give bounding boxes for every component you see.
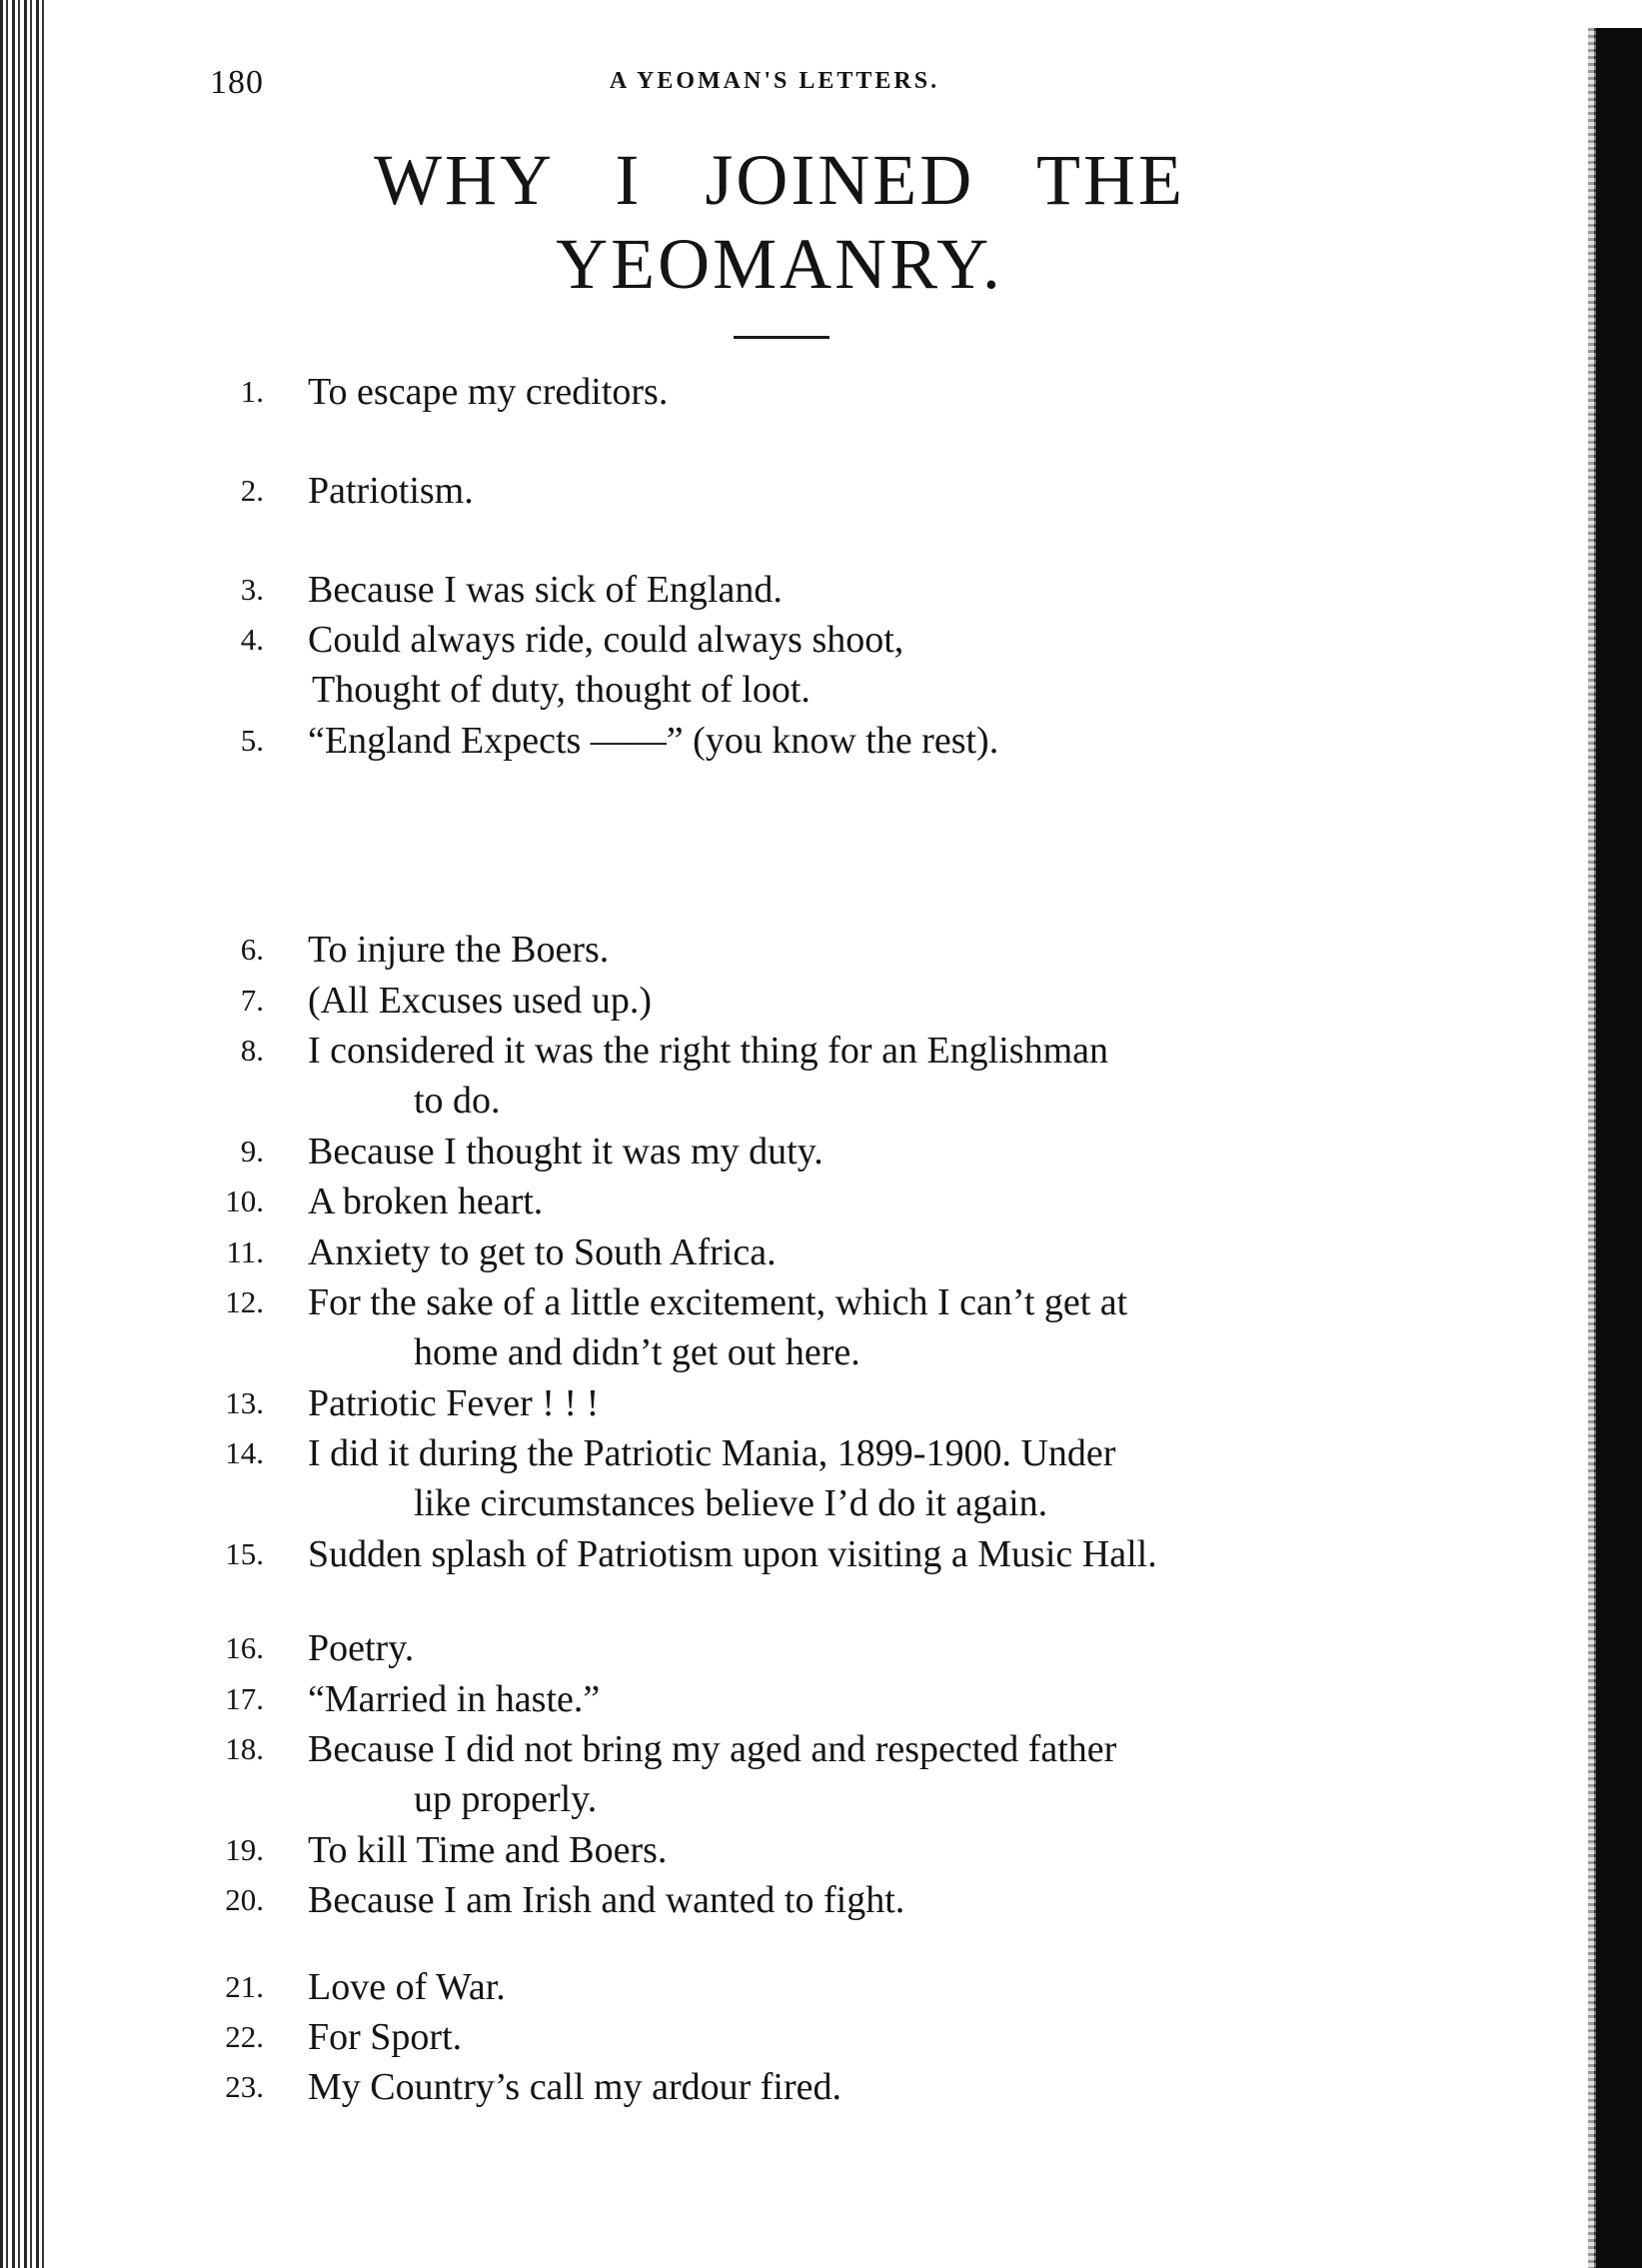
item-number: 11. bbox=[226, 1234, 264, 1269]
item-number: 3. bbox=[240, 572, 264, 607]
item-number: 4. bbox=[240, 622, 264, 657]
item-number: 20. bbox=[225, 1882, 264, 1917]
item-text: To injure the Boers. bbox=[308, 929, 610, 971]
item-number: 10. bbox=[225, 1183, 264, 1218]
book-title: A YEOMAN'S LETTERS. bbox=[609, 68, 940, 94]
item-number: 7. bbox=[240, 983, 264, 1018]
item-text: For Sport. bbox=[308, 2016, 463, 2058]
item-text: To kill Time and Boers. bbox=[308, 1829, 668, 1871]
item-text: Sudden splash of Patriotism upon visiting a Music Hall. bbox=[308, 1533, 1157, 1575]
item-continuation: up properly. bbox=[414, 1778, 598, 1820]
title-rule bbox=[734, 336, 829, 339]
item-continuation: to do. bbox=[414, 1080, 501, 1122]
item-text: Patriotic Fever ! ! ! bbox=[308, 1382, 600, 1424]
item-text: I did it during the Patriotic Mania, 1899-1900. Under bbox=[308, 1432, 1116, 1474]
item-continuation: home and didn’t get out here. bbox=[414, 1331, 860, 1373]
item-text: Patriotism. bbox=[308, 470, 474, 512]
item-number: 13. bbox=[225, 1385, 264, 1420]
gutter-shadow bbox=[1594, 28, 1642, 2268]
item-number: 1. bbox=[240, 374, 264, 409]
page-number: 180 bbox=[210, 64, 264, 101]
item-number: 22. bbox=[225, 2019, 264, 2054]
item-text: My Country’s call my ardour fired. bbox=[308, 2066, 842, 2108]
item-text: A broken heart. bbox=[308, 1180, 544, 1222]
item-text: Because I did not bring my aged and respected father bbox=[308, 1728, 1117, 1770]
item-number: 14. bbox=[225, 1435, 264, 1470]
item-text: For the sake of a little excitement, which I can’t get at bbox=[308, 1281, 1128, 1323]
item-number: 2. bbox=[240, 473, 264, 508]
item-number: 19. bbox=[225, 1832, 264, 1867]
item-text: Anxiety to get to South Africa. bbox=[308, 1231, 777, 1273]
item-continuation: Thought of duty, thought of loot. bbox=[312, 669, 811, 711]
item-number: 18. bbox=[225, 1731, 264, 1766]
item-number: 5. bbox=[240, 723, 264, 758]
item-text: To escape my creditors. bbox=[308, 371, 669, 413]
item-number: 21. bbox=[225, 1969, 264, 2004]
item-text: Could always ride, could always shoot, bbox=[308, 619, 904, 661]
item-text: Love of War. bbox=[308, 1966, 506, 2008]
item-text: “England Expects ——” (you know the rest). bbox=[308, 720, 999, 762]
item-continuation: like circumstances believe I’d do it again. bbox=[414, 1482, 1048, 1524]
item-text: Because I am Irish and wanted to fight. bbox=[308, 1879, 905, 1921]
page-title bbox=[200, 138, 1359, 306]
item-text: “Married in haste.” bbox=[308, 1678, 601, 1720]
item-number: 12. bbox=[225, 1284, 264, 1319]
item-number: 17. bbox=[225, 1681, 264, 1716]
item-text: Poetry. bbox=[308, 1627, 415, 1669]
item-text: (All Excuses used up.) bbox=[308, 980, 653, 1022]
item-number: 9. bbox=[240, 1134, 264, 1168]
title-line-1: WHY I JOINED THE bbox=[374, 140, 1185, 220]
running-head bbox=[210, 64, 1339, 104]
item-text: I considered it was the right thing for an Englishman bbox=[308, 1030, 1108, 1072]
item-text: Because I thought it was my duty. bbox=[308, 1131, 823, 1172]
item-number: 15. bbox=[225, 1536, 264, 1571]
title-line-2: YEOMANRY. bbox=[556, 224, 1003, 304]
item-number: 23. bbox=[225, 2069, 264, 2104]
item-number: 6. bbox=[240, 932, 264, 967]
item-text: Because I was sick of England. bbox=[308, 569, 783, 611]
item-number: 8. bbox=[240, 1033, 264, 1068]
item-number: 16. bbox=[225, 1630, 264, 1665]
binding-edge bbox=[0, 0, 62, 2268]
